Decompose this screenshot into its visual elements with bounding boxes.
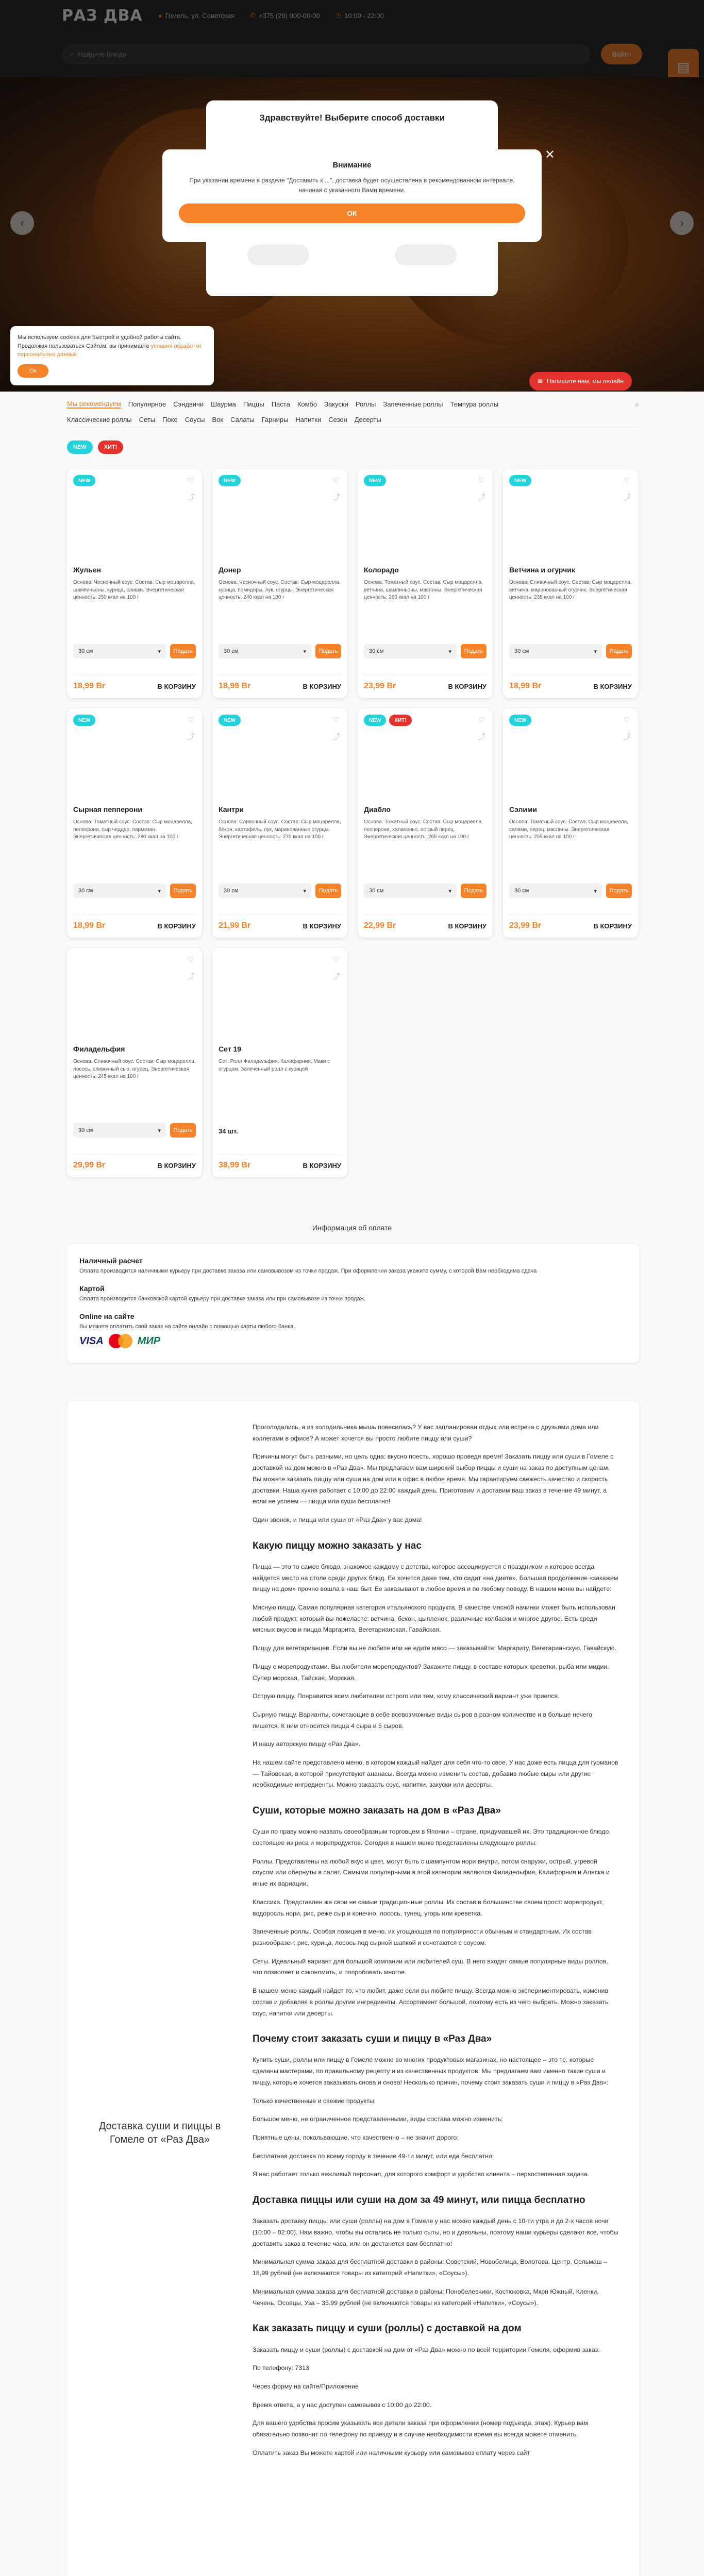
price-row [364, 914, 487, 930]
product-price: 18,99 Br [73, 921, 106, 930]
share-icon[interactable]: ⤴ [333, 733, 340, 741]
price-row [73, 675, 196, 691]
option-row [73, 884, 196, 898]
size-select[interactable] [509, 884, 602, 898]
add-topping-button[interactable]: Подать [315, 884, 341, 898]
badge-row [73, 715, 196, 727]
size-select[interactable] [219, 644, 311, 658]
card-actions [188, 476, 195, 502]
seo-paragraph: Проголодались, а из холодильника мышь повесилась? У вас запланирован отдых или встреча с друзьями дома или коллегами в офисе? А может хочется вы просто любите пиццу или суши? [253, 1423, 599, 1442]
category-tab[interactable]: Шаурма [211, 400, 236, 408]
add-to-cart-button[interactable]: В КОРЗИНУ [448, 682, 487, 690]
badge-row [219, 475, 341, 487]
card-actions [333, 716, 340, 742]
cookie-policy-link[interactable]: условия обработки персональных данных [18, 343, 202, 358]
attention-modal [162, 148, 555, 242]
product-description: Основа: Чесночный соус. Состав: Сыр моцарелла, шампиньоны, курица, сливки. Энергетическая ценность: 250 ккал на 100 г [73, 580, 195, 600]
chevron-down-icon: ▾ [448, 648, 451, 655]
category-tab[interactable]: Салаты [230, 416, 255, 423]
category-tab[interactable]: Паста [271, 400, 290, 408]
size-select[interactable] [219, 884, 311, 898]
chat-label: Напишите нам, мы онлайн [547, 378, 624, 385]
filter-pills [67, 440, 123, 454]
cookie-accept-button[interactable]: Ок [18, 364, 48, 378]
product-name[interactable]: Кантри [219, 805, 244, 814]
badge-row [364, 715, 487, 727]
add-topping-button[interactable]: Подать [461, 644, 487, 658]
category-tab[interactable]: Классические роллы [67, 416, 132, 423]
product-name[interactable]: Донер [219, 566, 241, 574]
price-row [73, 1154, 196, 1170]
category-nav [67, 397, 639, 428]
product-card[interactable] [212, 948, 347, 1177]
price-row [219, 1154, 341, 1170]
product-card[interactable] [358, 469, 493, 698]
seo-paragraph: Пиццу с морепродуктами. Вы любители морепродуктов? Закажите пиццу, в составе которых креветки, рыба или мидии. Супер морская, Тайская, Морская. [253, 1663, 609, 1682]
seo-heading: Какую пиццу можно заказать у нас [253, 1540, 422, 1551]
price-row [219, 675, 341, 691]
option-row [73, 1123, 196, 1138]
product-image[interactable] [509, 487, 632, 560]
chevron-down-icon: ▾ [158, 1127, 161, 1134]
favorite-icon[interactable]: ♡ [624, 716, 630, 724]
seo-paragraph: Сырную пиццу. Варианты, сочетающие в себе всевозможные виды сыров в разном количестве и в больше нечего пишется. К ним относится пицца 4 сыра и 5 сыров. [253, 1710, 592, 1730]
badge-row [219, 715, 341, 727]
seo-paragraph: Для вашего удобства просим указывать все детали заказа при оформлении (номер подъезда, этаж). Курьер вам обязательно позвонит по телефону по приезду и в случае необходимости время вы всегда можете отменить. [253, 2419, 588, 2438]
category-tab[interactable]: Мы рекомендуем [67, 400, 121, 408]
add-topping-button[interactable]: Подать [170, 884, 196, 898]
product-image[interactable] [364, 727, 487, 799]
price-row [509, 914, 632, 930]
product-description: Основа: Сливочный соус. Состав: Сыр моцарелла, бекон, картофель, лук, маринованные огурцы. Энергетическая ценность: 270 ккал на 100 г [219, 819, 341, 840]
card-actions [188, 955, 195, 981]
card-title: Картой [79, 1284, 105, 1293]
favorite-icon[interactable]: ♡ [333, 476, 340, 484]
product-badge: NEW [364, 715, 386, 726]
product-image[interactable] [509, 727, 632, 799]
attention-title: Внимание [332, 161, 372, 170]
product-badge: NEW [73, 475, 95, 486]
badge-row [509, 475, 632, 487]
product-description: Сет: Ролл Филадельфия, Калифорния, Маки с огурцом, Запеченный ролл с курицей [219, 1059, 330, 1072]
chevron-down-icon: ▾ [594, 648, 597, 655]
add-topping-button[interactable]: Подать [170, 644, 196, 658]
product-name[interactable]: Диабло [364, 805, 391, 814]
delivery-modal-title: Здравствуйте! Выберите способ доставки [259, 113, 445, 123]
category-row [67, 397, 639, 412]
favorite-icon[interactable]: ♡ [333, 955, 340, 963]
category-tab[interactable]: Пиццы [243, 400, 264, 408]
search-icon[interactable]: ⌕ [635, 400, 639, 408]
option-row [509, 884, 632, 898]
payment-info-box [67, 1244, 639, 1363]
chevron-down-icon: ▾ [594, 888, 597, 894]
size-select[interactable] [73, 1123, 166, 1138]
product-card[interactable] [212, 708, 347, 938]
add-topping-button[interactable]: Подать [606, 884, 632, 898]
favorite-icon[interactable]: ♡ [188, 716, 194, 724]
favorite-icon[interactable]: ♡ [188, 955, 194, 963]
category-tab[interactable]: Напитки [295, 416, 322, 423]
attention-text: При указании времени в разделе "Доставить к ...", доставка будет осуществлена в рекомендованном интервале, начиная с указанного Вами времени. [189, 177, 515, 194]
category-tab[interactable]: Гарниры [261, 416, 289, 423]
seo-paragraph: Большое меню, не ограниченное представленными, виды состава можно изменить; [253, 2115, 503, 2123]
badge-row [73, 475, 196, 487]
seo-side-title: Доставка суши и пиццы в Гомеле от «Раз Два» [98, 2121, 221, 2145]
payment-logos [79, 1334, 627, 1348]
share-icon[interactable]: ⤴ [188, 972, 195, 980]
option-row [73, 644, 196, 658]
add-to-cart-button[interactable]: В КОРЗИНУ [157, 1161, 196, 1170]
category-tab[interactable]: Вок [212, 416, 224, 423]
chevron-down-icon: ▾ [158, 888, 161, 894]
category-tab[interactable]: Сезон [328, 416, 347, 423]
product-price: 22,99 Br [364, 921, 396, 930]
seo-heading: Доставка пиццы или суши на дом за 49 минут, или пицца бесплатно [253, 2195, 585, 2206]
add-to-cart-button[interactable]: В КОРЗИНУ [157, 922, 196, 930]
size-value: 30 см [224, 888, 239, 894]
product-card[interactable] [358, 708, 493, 938]
badge-row [364, 475, 487, 487]
seo-paragraph: На нашем сайте представлено меню, в котором каждый найдет для себя что-то свое. У нас доже есть пицца для гурманов — Тайовская, в которой присутствуют ананасы. Всегда можно изменить состав, добавив любые сыры или другие необходимые ингредиенты. Можно заказать соус, напитки, закуски или десерты. [253, 1759, 618, 1789]
filter-new[interactable]: NEW [67, 440, 93, 454]
category-tab[interactable]: Сеты [139, 416, 156, 423]
product-price: 18,99 Br [73, 682, 106, 690]
product-image[interactable] [364, 487, 487, 560]
product-description: Основа: Томатный соус. Состав: Сыр моцарелла, пепперони, сыр чеддер, пармезан. Энергетическая ценность: 280 ккал на 100 г [73, 819, 192, 840]
option-row [219, 884, 341, 898]
product-image[interactable] [219, 727, 341, 799]
product-price: 18,99 Br [509, 682, 542, 690]
category-tab[interactable]: Запеченные роллы [383, 400, 443, 408]
chat-icon: ✉ [537, 378, 543, 385]
seo-paragraph: И нашу авторскую пиццу «Раз Два». [253, 1740, 361, 1748]
price-row [219, 914, 341, 930]
product-name[interactable]: Филадельфия [73, 1045, 125, 1053]
add-topping-button[interactable]: Подать [606, 644, 632, 658]
favorite-icon[interactable]: ♡ [624, 476, 630, 484]
pickup-option-button[interactable] [395, 245, 457, 265]
product-description: Основа: Сливочный соус. Состав: Сыр моцарелла, ветчина, маринованный огурчик. Энергетическая ценность: 235 ккал на 100 г [509, 580, 632, 600]
card-actions [333, 476, 340, 502]
seo-paragraph: Приятные цены, покальвающие, что качественно – не значит дорого; [253, 2133, 459, 2141]
price-row [509, 675, 632, 691]
product-card[interactable] [503, 708, 638, 938]
product-name[interactable]: Сет 19 [219, 1045, 242, 1053]
product-description: Основа: Томатный соус. Состав: Сыр моцарелла, салями, перец, маслины. Энергетическая ценность: 255 ккал на 100 г [509, 819, 628, 840]
share-icon[interactable]: ⤴ [478, 733, 485, 741]
seo-paragraph: Через форму на сайте/Приложение [253, 2382, 359, 2390]
cookie-message: Мы используем cookies для быстрой и удобной работы сайта. Продолжая пользоваться Сайтом, вы принимаете [18, 334, 181, 349]
size-value: 30 см [514, 888, 529, 894]
size-select[interactable] [509, 644, 602, 658]
favorite-icon[interactable]: ♡ [478, 716, 485, 724]
cash-title: Наличный расчет [79, 1257, 143, 1265]
product-name[interactable]: Сэлими [509, 805, 537, 814]
category-tab[interactable]: Темпура роллы [450, 400, 499, 408]
favorite-icon[interactable]: ♡ [478, 476, 485, 484]
mir-logo: МИР [137, 1335, 161, 1347]
seo-paragraph: Минимальная сумма заказа для бесплатной доставки в районы: Понобелевчики, Костюковка, Мкрн Южный, Кленки, Чечень, Осовцы, Уза – 35.99 рублей (не включаются товары из категорий «Напитки», «Соусы»). [253, 2287, 599, 2307]
product-badge: NEW [364, 475, 386, 486]
product-name[interactable]: Сырная пепперони [73, 805, 143, 814]
card-actions [624, 476, 631, 502]
seo-paragraph: Один звонок, и пицца или суши от «Раз Два» у вас дома! [253, 1516, 422, 1523]
product-description: Основа: Томатный соус. Состав: Сыр моцарелла, пепперони, халапеньо, острый перец. Энергетическая ценность: 265 ккал на 100 г [364, 819, 483, 840]
online-title: Online на сайте [79, 1312, 135, 1320]
product-name[interactable]: Колорадо [364, 566, 399, 574]
size-select[interactable] [364, 644, 457, 658]
chevron-down-icon: ▾ [303, 888, 306, 894]
seo-paragraph: Острую пиццу. Понравится всем любителям острого или тем, кому классический вариант уже приелся. [253, 1692, 560, 1700]
card-actions [333, 955, 340, 981]
share-icon[interactable]: ⤴ [333, 493, 340, 501]
filter-hit[interactable]: ХИТ! [98, 440, 124, 454]
category-tab[interactable]: Поке [162, 416, 178, 423]
option-row [364, 884, 487, 898]
add-topping-button[interactable]: Подать [315, 644, 341, 658]
size-value: 30 см [369, 888, 384, 894]
share-icon[interactable]: ⤴ [333, 972, 340, 980]
product-name[interactable]: Жульен [73, 566, 101, 574]
product-count: 34 шт. [219, 1127, 238, 1135]
seo-paragraph: Время ответа, а у нас доступен самовывоз с 10:00 до 22:00. [253, 2401, 432, 2409]
size-select[interactable] [73, 644, 166, 658]
share-icon[interactable]: ⤴ [188, 493, 195, 501]
size-value: 30 см [78, 1127, 93, 1133]
product-card[interactable] [67, 948, 202, 1177]
card-actions [188, 716, 195, 742]
badge-row [509, 715, 632, 727]
payment-info-title: Информация об оплате [312, 1224, 392, 1232]
chevron-down-icon: ▾ [303, 648, 306, 655]
seo-heading: Как заказать пиццу и суши (роллы) с доставкой на дом [253, 2323, 522, 2334]
seo-paragraph: Пиццу для вегетарианцев. Если вы не любите или не едите мясо — заказывайте: Маргариту, Вегетарианскую, Гавайскую. [253, 1645, 616, 1652]
product-price: 18,99 Br [219, 682, 251, 690]
price-row [73, 914, 196, 930]
product-card[interactable] [67, 708, 202, 938]
seo-paragraph: Пицца — это то самое блюдо, знакомое каждому с детства, которое ассоциируется с праздником и которое всегда найдется место на столе среди других блюд. Ее хочется даже тем, кто сидит «на диете». Большая продолжение «закажем пиццу на дом» прочно вошла в наш быт. Ее заказывают в любое время и по любому поводу. В нашем меню вы найдете: [253, 1563, 618, 1593]
product-card[interactable] [212, 469, 347, 698]
cash-text: Оплата производится наличными курьеру при доставке заказа или самовывозом из точки продаж. При оформлении заказа укажите сумму, с которой Вам необходима сдача [79, 1268, 537, 1274]
product-description: Основа: Сливочный соус. Состав: Сыр моцарелла, лосось, сливочный сыр, огурец. Энергетическая ценность: 245 ккал на 100 г [73, 1059, 196, 1079]
add-topping-button[interactable]: Подать [170, 1123, 196, 1138]
product-name[interactable]: Ветчина и огурчик [509, 566, 575, 574]
product-image[interactable] [219, 967, 341, 1039]
category-tab[interactable]: Закуски [324, 400, 348, 408]
product-badge: NEW [219, 715, 241, 726]
product-grid [67, 469, 639, 1177]
product-price: 38,99 Br [219, 1161, 251, 1170]
seo-section [67, 1401, 639, 2576]
badge-row [219, 954, 341, 967]
seo-paragraph: В нашем меню каждый найдет то, что любит, даже если вы любите пиццу. Всегда можно экспериментировать, изменив состав и добавляя в роллы другие ингредиенты. Ассортимент большой, поэтому есть из чего выбрать. Можно заказать соус, напитки или десерты. [253, 1987, 609, 2017]
seo-paragraph: Заказать доставку пиццы или суши (роллы) на дом в Гомеле у нас можно каждый день с 10-ти утра и до 2-х часов ночи (10:00 – 02:00). Нам важно, чтобы вы остались не только сыты, но и довольны, поэтому наши курьеры сделают все, чтобы доставить заказ в течение часа, или он достанется вам бесплатно! [253, 2217, 618, 2247]
card-text: Оплата производится банковской картой курьеру при доставке заказа или при самовывозе из точки продаж. [79, 1296, 366, 1302]
product-image[interactable] [73, 967, 196, 1039]
cookie-banner [10, 326, 214, 385]
seo-paragraph: Заказать пиццу и суши (роллы) с доставкой на дом от «Раз Два» можно по всей территории Гомеля, оформив заказ: [253, 2346, 600, 2353]
add-to-cart-button[interactable]: В КОРЗИНУ [593, 682, 632, 690]
seo-paragraph: Только качественные и свежие продукты; [253, 2097, 376, 2105]
visa-logo: VISA [79, 1335, 104, 1347]
size-value: 30 см [369, 648, 384, 654]
size-select[interactable] [364, 884, 457, 898]
category-tab[interactable]: Роллы [355, 400, 376, 408]
card-actions [478, 716, 485, 742]
option-row [509, 644, 632, 658]
chevron-down-icon: ▾ [158, 648, 161, 655]
seo-paragraph: Суши по праву можно назвать своеобразным торговцем в Японии – стране, придумавшей их. Это традиционное блюдо, состоящее из риса и морепродуктов. Сегодня в нашем меню представлены следующие роллы: [253, 1828, 611, 1847]
seo-paragraph: Бесплатная доставка по всему городу в течение 49-ти минут, или еда бесплатно; [253, 2152, 494, 2160]
category-tab[interactable]: Соусы [185, 416, 205, 423]
size-value: 30 см [224, 648, 239, 654]
seo-heading: Суши, которые можно заказать на дом в «Раз Два» [253, 1805, 501, 1817]
cookie-text [18, 333, 207, 359]
seo-heading: Почему стоит заказать суши и пиццу в «Раз Два» [253, 2033, 492, 2045]
share-icon[interactable]: ⤴ [624, 733, 631, 741]
badge-row [73, 954, 196, 967]
card-actions [478, 476, 485, 502]
mastercard-logo [109, 1334, 132, 1348]
share-icon[interactable]: ⤴ [624, 493, 631, 501]
product-card[interactable] [67, 469, 202, 698]
product-badge: NEW [509, 715, 531, 726]
share-icon[interactable]: ⤴ [478, 493, 485, 501]
category-tab[interactable]: Сэндвичи [173, 400, 204, 408]
product-image[interactable] [73, 727, 196, 799]
seo-paragraph: Роллы. Представлены на любой вкус и цвет, могут быть с шампунтом нори внутри, потом снаружи, острый, угревой соусом или обернуты в салат. Самыми популярными в этой категории являются Филадельфия, Калифорния и Аляска и иные их вариации. [253, 1857, 610, 1888]
seo-paragraph: Сеты. Идеальный вариант для большой компании или любителей суш. В него входят самые популярные виды роллов, что позволяет и сэкономить, и попробовать многое. [253, 1957, 608, 1976]
delivery-option-button[interactable] [247, 245, 309, 265]
option-row [364, 644, 487, 658]
option-row [219, 644, 341, 658]
add-to-cart-button[interactable]: В КОРЗИНУ [303, 1161, 341, 1170]
chat-widget-button[interactable] [529, 372, 632, 391]
product-description: Основа: Томатный соус. Состав: Сыр моцарелла, ветчина, шампиньоны, маслины. Энергетическая ценность: 260 ккал на 100 г [364, 580, 483, 600]
seo-paragraph: Я нас работает только вежливый персонал, для которого комфорт и удобство клиента – первостепенная задача. [253, 2171, 589, 2178]
size-value: 30 см [78, 888, 93, 894]
product-price: 29,99 Br [73, 1161, 106, 1170]
chevron-down-icon: ▾ [448, 888, 451, 894]
product-badge: NEW [509, 475, 531, 486]
size-select[interactable] [73, 884, 166, 898]
product-price: 21,99 Br [219, 921, 251, 930]
size-value: 30 см [78, 648, 93, 654]
seo-paragraph: Оплатить заказ Вы можете картой или наличными курьеру или самовывоз оплату через сайт [253, 2449, 530, 2456]
product-price: 23,99 Br [509, 921, 542, 930]
favorite-icon[interactable]: ♡ [333, 716, 340, 724]
seo-paragraph: Купить суши, роллы или пиццу в Гомеле можно во многих продуктовых магазинах, но настоящее – это те, которые сделаны мастерами, по правильному рецепту и из качественных продуктов. Мы предлагаем вам именно такие суши и пиццу, которые хочется заказывать снова и снова! Несколько причин, почему стоит заказать суши и пиццу в «Раз Два»: [253, 2056, 609, 2086]
product-image[interactable] [219, 487, 341, 560]
favorite-icon[interactable]: ♡ [188, 476, 194, 484]
close-icon[interactable]: ✕ [544, 148, 555, 162]
seo-paragraph: Классика. Представлен же свои не самые традиционные роллы. Их состав в большинстве своем прост: морепродукт, водоросль нори, рис, реже сыр и конечно, лосось, тунец, угорь или креветка. [253, 1898, 604, 1917]
add-to-cart-button[interactable]: В КОРЗИНУ [303, 922, 341, 930]
category-tab[interactable]: Комбо [297, 400, 317, 408]
online-text: Вы можете оплатить свой заказ на сайте онлайн с помощью карты любого банка. [79, 1324, 295, 1330]
product-price: 23,99 Br [364, 682, 396, 690]
price-row [364, 675, 487, 691]
seo-text [253, 1401, 639, 2576]
product-description: Основа: Чесночный соус. Состав: Сыр моцарелла, курица, помидоры, лук, огурцы. Энергетическая ценность: 240 ккал на 100 г [219, 580, 341, 600]
seo-paragraph: Причины могут быть разными, но цель одна: вкусно поесть, хорошо проведя время! Заказать пиццу или суши в Гомеле с доставкой на дом можно в «Раз Два». Мы предлагаем вам широкий выбор пиццы и суши на заказ по доступным ценам. Вы можете заказать пиццу или суши на дом или в офис в любое время. Мы гарантируем свежесть качество и скорость доставки. Наша кухня работает с 10:00 до 22:00 каждый день. Приготовим и доставим ваш заказ в течение 49 минут, а если не успеем — пицца или суши бесплатно! [253, 1453, 614, 1505]
share-icon[interactable]: ⤴ [188, 733, 195, 741]
seo-paragraph: Запеченные роллы. Особая позиция в меню, их угощающая по популярности обычным и стандартным. Их состав разнообразен: рис, курица, лосось под сырной шапкой и сочетаются с соусом. [253, 1928, 592, 1946]
product-badge: NEW [219, 475, 241, 486]
product-image[interactable] [73, 487, 196, 560]
category-tab[interactable]: Десерты [354, 416, 381, 423]
product-badge: NEW [73, 715, 95, 726]
add-to-cart-button[interactable]: В КОРЗИНУ [157, 682, 196, 690]
ok-button[interactable]: ОК [179, 204, 525, 223]
seo-paragraph: Минимальная сумма заказа для бесплатной доставки в районы: Советский, Новобелица, Волотова, Центр, Сельмаш – 18,99 рублей (не включаются товары из категорий «Напитки», «Соусы»). [253, 2258, 607, 2277]
add-to-cart-button[interactable]: В КОРЗИНУ [303, 682, 341, 690]
product-badge: ХИТ! [389, 715, 411, 726]
seo-paragraph: Мясную пиццу. Самая популярная категория итальянского продукта. В качестве мясной начинки может быть использован любой продукт, который вы пожелаете: ветчина, бекон, цыпленок, различные колбаски и многое другое. Есть среди мясных вкусов и пицца Маргарита, Вегетарианская, Гавайская. [253, 1603, 615, 1634]
add-to-cart-button[interactable]: В КОРЗИНУ [593, 922, 632, 930]
card-actions [624, 716, 631, 742]
seo-paragraph: По телефону: 7313 [253, 2364, 309, 2372]
add-topping-button[interactable]: Подать [461, 884, 487, 898]
add-to-cart-button[interactable]: В КОРЗИНУ [448, 922, 487, 930]
category-row [67, 412, 639, 428]
category-tab[interactable]: Популярное [128, 400, 166, 408]
size-value: 30 см [514, 648, 529, 654]
product-card[interactable] [503, 469, 638, 698]
